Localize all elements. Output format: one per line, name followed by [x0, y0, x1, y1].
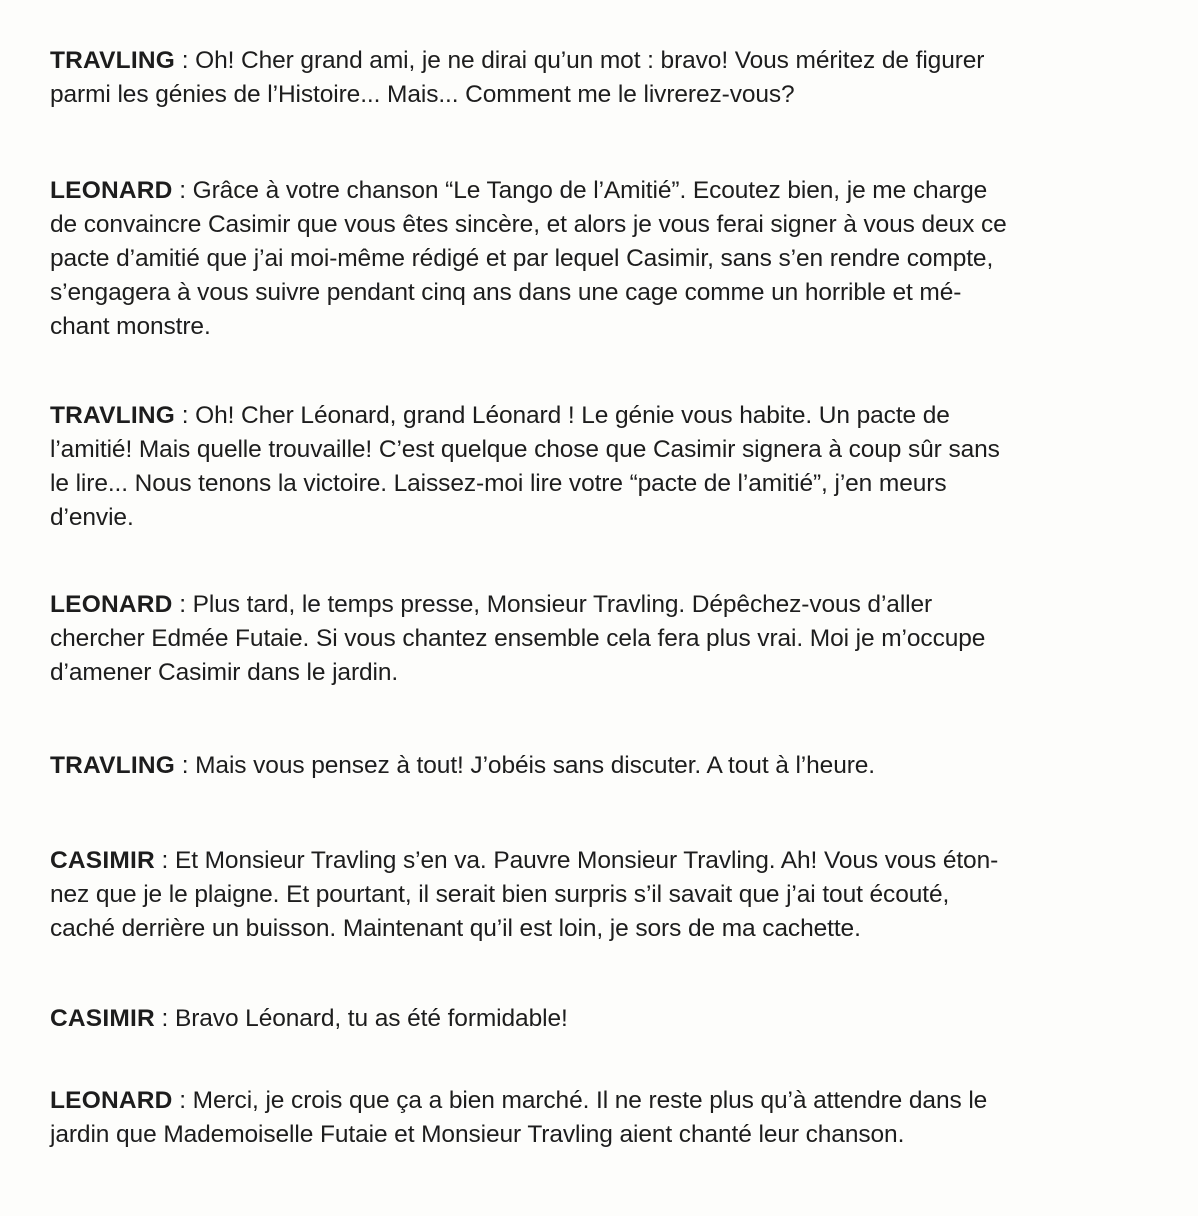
- speaker-name: CASIMIR: [50, 1005, 155, 1032]
- dialogue-line: [50, 879, 949, 911]
- dialogue-text: de convaincre Casimir que vous êtes sincère, et alors je vous ferai signer à vous deux ce: [50, 211, 1007, 238]
- dialogue-line: [50, 277, 961, 309]
- speaker-name: TRAVLING: [50, 47, 175, 74]
- dialogue-line: [50, 243, 993, 275]
- dialogue-text: : Oh! Cher Léonard, grand Léonard ! Le génie vous habite. Un pacte de: [175, 402, 950, 429]
- dialogue-text: parmi les génies de l’Histoire... Mais... Comment me le livrerez-vous?: [50, 81, 795, 108]
- dialogue-line: [50, 175, 987, 207]
- speaker-name: LEONARD: [50, 591, 173, 618]
- dialogue-text: chant monstre.: [50, 313, 211, 340]
- dialogue-line: [50, 1119, 904, 1151]
- dialogue-line: [50, 434, 1000, 466]
- dialogue-text: : Plus tard, le temps presse, Monsieur Travling. Dépêchez-vous d’aller: [172, 591, 933, 618]
- dialogue-text: chercher Edmée Futaie. Si vous chantez ensemble cela fera plus vrai. Moi je m’occupe: [50, 625, 986, 652]
- dialogue-line: [50, 502, 134, 534]
- dialogue-text: pacte d’amitié que j’ai moi-même rédigé et par lequel Casimir, sans s’en rendre compte,: [50, 245, 994, 272]
- dialogue-text: : Grâce à votre chanson “Le Tango de l’Amitié”. Ecoutez bien, je me charge: [172, 177, 988, 204]
- dialogue-text: : Merci, je crois que ça a bien marché. Il ne reste plus qu’à attendre dans le: [172, 1087, 988, 1114]
- dialogue-text: : Oh! Cher grand ami, je ne dirai qu’un mot : bravo! Vous méritez de figurer: [175, 47, 985, 74]
- dialogue-line: [50, 79, 795, 111]
- dialogue-line: [50, 589, 932, 621]
- dialogue-text: l’amitié! Mais quelle trouvaille! C’est quelque chose que Casimir signera à coup sûr sans: [50, 436, 1000, 463]
- speaker-name: LEONARD: [50, 1087, 173, 1114]
- speaker-name: LEONARD: [50, 177, 173, 204]
- dialogue-line: [50, 45, 984, 77]
- dialogue-text: jardin que Mademoiselle Futaie et Monsieur Travling aient chanté leur chanson.: [50, 1121, 905, 1148]
- dialogue-line: [50, 913, 861, 945]
- dialogue-line: [50, 468, 946, 500]
- dialogue-text: d’envie.: [50, 504, 134, 531]
- dialogue-text: s’engagera à vous suivre pendant cinq ans dans une cage comme un horrible et mé-: [50, 279, 962, 306]
- dialogue-text: le lire... Nous tenons la victoire. Laissez-moi lire votre “pacte de l’amitié”, j’en meurs: [50, 470, 947, 497]
- dialogue-line: [50, 657, 398, 689]
- speaker-name: TRAVLING: [50, 752, 175, 779]
- dialogue-line: [50, 1085, 987, 1117]
- dialogue-text: : Et Monsieur Travling s’en va. Pauvre Monsieur Travling. Ah! Vous vous éton-: [154, 847, 999, 874]
- dialogue-text: nez que je le plaigne. Et pourtant, il serait bien surpris s’il savait que j’ai tout écouté,: [50, 881, 950, 908]
- dialogue-line: [50, 1003, 568, 1035]
- speaker-name: CASIMIR: [50, 847, 155, 874]
- dialogue-line: [50, 845, 998, 877]
- dialogue-text: : Mais vous pensez à tout! J’obéis sans discuter. A tout à l’heure.: [175, 752, 876, 779]
- dialogue-text: caché derrière un buisson. Maintenant qu’il est loin, je sors de ma cachette.: [50, 915, 861, 942]
- dialogue-line: [50, 623, 985, 655]
- dialogue-line: [50, 750, 875, 782]
- dialogue-line: [50, 311, 211, 343]
- dialogue-text: d’amener Casimir dans le jardin.: [50, 659, 399, 686]
- dialogue-line: [50, 400, 950, 432]
- dialogue-text: : Bravo Léonard, tu as été formidable!: [154, 1005, 568, 1032]
- dialogue-line: [50, 209, 1007, 241]
- speaker-name: TRAVLING: [50, 402, 175, 429]
